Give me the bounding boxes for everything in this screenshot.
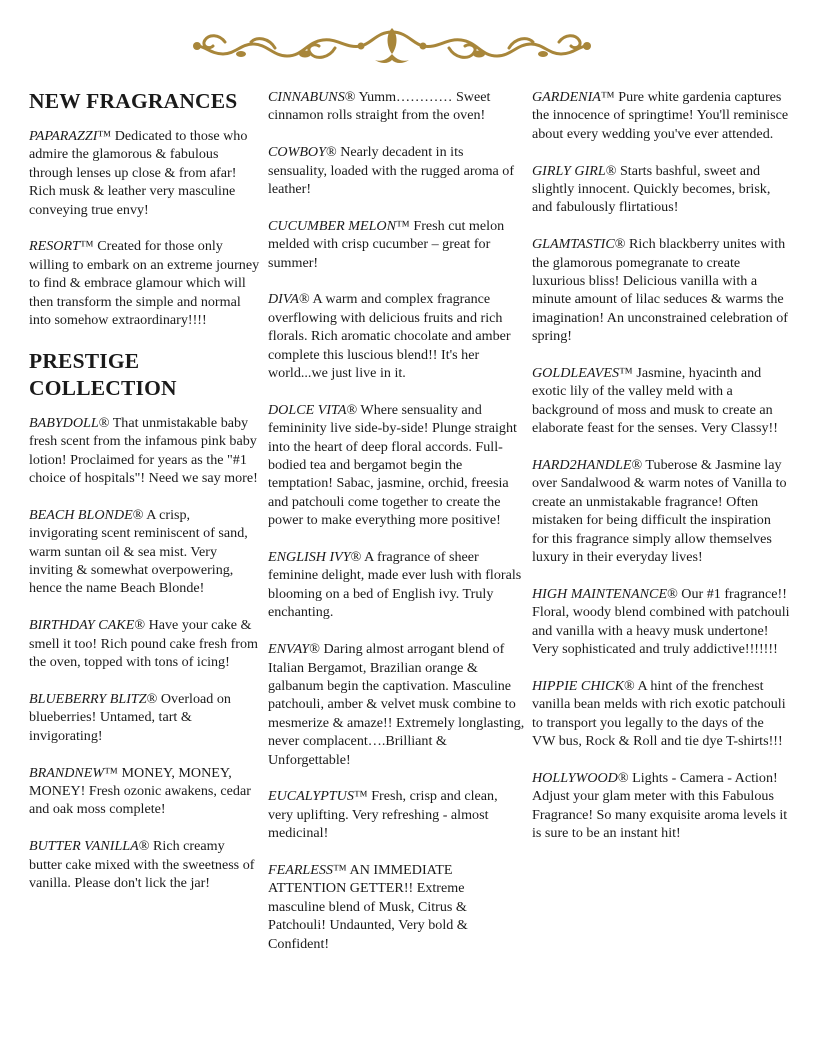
- fragrance-entry: [29, 616, 261, 671]
- trademark-mark: ®: [299, 291, 310, 308]
- fragrance-entry: [268, 548, 525, 622]
- fragrance-entry: [268, 143, 525, 198]
- fragrance-name: HIPPIE CHICK: [532, 677, 624, 694]
- fragrance-name: BEACH BLONDE: [29, 506, 133, 523]
- fragrance-entry: [29, 414, 261, 488]
- fragrance-description: Our #1 fragrance!! Floral, woody blend combined with patchouli and vanilla with a heavy musk undertone! Very sophisticated and truly addictive!!!!!!!: [532, 585, 790, 658]
- fragrance-name: BABYDOLL: [29, 414, 99, 431]
- fragrance-entry: [532, 456, 790, 566]
- fragrance-description: Overload on blueberries! Untamed, tart & invigorating!: [29, 690, 231, 744]
- fragrance-description: That unmistakable baby fresh scent from the infamous pink baby lotion! Proclaimed for years as the "#1 choice of hospitals"! Need we say more!: [29, 414, 258, 487]
- trademark-mark: ®: [667, 585, 678, 602]
- fragrance-entry: [268, 861, 525, 953]
- fragrance-description: A warm and complex fragrance overflowing with delicious fruits and rich florals. Rich aromatic chocolate and amber complete this luscious blend!! It's her world...we just live in it.: [268, 291, 511, 382]
- fragrance-name: PAPARAZZI: [29, 128, 98, 144]
- trademark-mark: ®: [134, 617, 146, 634]
- fragrance-description: Daring almost arrogant blend of Italian Bergamot, Brazilian orange & galbanum begin the captivation. Masculine patchouli, amber & velvet musk combine to mesmerize & amaze!! Extremely longlasting, never complacent….Brilliant & Unforgettable!: [268, 641, 525, 768]
- trademark-mark: ®: [617, 769, 629, 786]
- fragrance-name: HIGH MAINTENANCE: [532, 585, 668, 602]
- fragrance-name: FEARLESS: [268, 861, 333, 878]
- trademark-mark: ™: [353, 788, 368, 805]
- trademark-mark: ®: [346, 401, 358, 418]
- section-heading: PRESTIGE COLLECTION: [29, 348, 177, 400]
- trademark-mark: ®: [344, 89, 356, 105]
- fragrance-description: Starts bashful, sweet and slightly innocent. Quickly becomes, brisk, and fabulously flirtatious!: [532, 162, 771, 216]
- trademark-mark: ®: [614, 236, 626, 253]
- trademark-mark: ™: [396, 217, 410, 234]
- trademark-mark: ®: [631, 457, 643, 474]
- fragrance-name: BIRTHDAY CAKE: [29, 617, 135, 634]
- fragrance-entry: [532, 235, 790, 345]
- trademark-mark: ™: [332, 861, 347, 878]
- fragrance-name: HARD2HANDLE: [532, 457, 632, 474]
- fragrance-description: Have your cake & smell it too! Rich pound cake fresh from the oven, topped with tons of icing!: [29, 617, 258, 671]
- fragrance-description: Rich creamy butter cake mixed with the sweetness of vanilla. Please don't lick the jar!: [29, 838, 255, 891]
- fragrance-entry: [268, 640, 525, 769]
- fragrance-description: A crisp, invigorating scent reminiscent of sand, warm suntan oil & sea mist. Very inviting & somewhat overpowering, hence the name Beach Blonde!: [29, 506, 248, 597]
- fragrance-description: Rich blackberry unites with the glamorous pomegranate to create luxurious bliss! Delicious vanilla with a minute amount of lilac seduces & warms the imagination! An unconstrained celebration of spring!: [532, 236, 788, 345]
- fragrance-description: Nearly decadent in its sensuality, loaded with the rugged aroma of leather!: [268, 144, 515, 198]
- fragrance-entry: [532, 88, 790, 143]
- fragrance-name: DIVA: [268, 291, 300, 308]
- trademark-mark: ®: [132, 506, 144, 523]
- fragrance-entry: [29, 837, 261, 892]
- trademark-mark: ®: [146, 690, 158, 707]
- trademark-mark: ™: [104, 764, 118, 781]
- fragrance-description: Fresh cut melon melded with crisp cucumber – great for summer!: [268, 217, 505, 271]
- fragrance-description: Pure white gardenia captures the innocence of springtime! You'll reminisce about every wedding you've ever attended.: [532, 89, 789, 142]
- fragrance-description: Dedicated to those who admire the glamorous & fabulous through lenses up close & from afar! Rich musk & leather very masculine conveying true envy!: [29, 128, 248, 218]
- fragrance-description: Fresh, crisp and clean, very uplifting. Very refreshing - almost medicinal!: [268, 788, 498, 842]
- fragrance-entry: [532, 769, 790, 843]
- column-left: [29, 88, 261, 911]
- fragrance-entry: [532, 162, 790, 217]
- fragrance-name: DOLCE VITA: [268, 401, 347, 418]
- fragrance-entry: [29, 506, 261, 598]
- trademark-mark: ®: [624, 677, 635, 694]
- fragrance-entry: [29, 127, 261, 219]
- fragrance-name: ENGLISH IVY: [268, 549, 351, 566]
- fragrance-name: HOLLYWOOD: [532, 769, 618, 786]
- trademark-mark: ™: [97, 128, 112, 144]
- fragrance-entry: [532, 364, 790, 438]
- fragrance-entry: [268, 88, 525, 125]
- gold-scroll-ornament-icon: [185, 24, 599, 70]
- fragrance-description: Tuberose & Jasmine lay over Sandalwood & warm notes of Vanilla to create an unmistakable fragrance! Often mistaken for being difficult the inspiration for this fragrance simply allow themselves luxury in their everyday lives!: [532, 457, 787, 566]
- fragrance-description: Where sensuality and femininity live side-by-side! Plunge straight into the heart of deep floral accords. Full-bodied tea and bergamot begin the temptation! Sabac, jasmine, orchid, freesia and patchouli come together to create the power to make everything more positive!: [268, 401, 517, 529]
- fragrance-entry: [532, 677, 790, 751]
- trademark-mark: ®: [605, 162, 617, 179]
- fragrance-description: Yumm………… Sweet cinnamon rolls straight from the oven!: [268, 89, 491, 124]
- section-heading: NEW FRAGRANCES: [29, 89, 238, 113]
- fragrance-entry: [268, 787, 525, 842]
- fragrance-entry: [268, 217, 525, 272]
- fragrance-description: AN IMMEDIATE ATTENTION GETTER!! Extreme masculine blend of Musk, Citrus & Patchouli! Undaunted, Very bold & Confident!: [268, 861, 468, 952]
- fragrance-name: GOLDLEAVES: [532, 365, 619, 382]
- trademark-mark: ®: [98, 414, 110, 431]
- fragrance-entry: [29, 690, 261, 745]
- fragrance-description: A fragrance of sheer feminine delight, made ever lush with florals blooming on a bed of English ivy. Truly enchanting.: [268, 549, 522, 621]
- trademark-mark: ®: [350, 549, 362, 566]
- fragrance-name: GIRLY GIRL: [532, 162, 606, 179]
- fragrance-name: COWBOY: [268, 144, 326, 161]
- fragrance-name: GARDENIA: [532, 89, 601, 105]
- trademark-mark: ™: [619, 365, 633, 382]
- trademark-mark: ®: [309, 641, 320, 658]
- fragrance-name: BRANDNEW: [29, 764, 105, 781]
- trademark-mark: ™: [600, 89, 615, 105]
- fragrance-description: Lights - Camera - Action! Adjust your glam meter with this Fabulous Fragrance! So many exquisite aroma levels it is sure to be an instant hit!: [532, 769, 788, 842]
- trademark-mark: ™: [79, 238, 94, 255]
- fragrance-name: ENVAY: [268, 641, 310, 658]
- trademark-mark: ®: [138, 838, 150, 855]
- trademark-mark: ®: [325, 144, 337, 161]
- fragrance-entry: [268, 290, 525, 382]
- fragrance-entry: [268, 401, 525, 530]
- column-right: [532, 88, 790, 861]
- fragrance-description: Jasmine, hyacinth and exotic lily of the valley meld with a background of moss and musk to create an elaborate feast for the senses. Very Classy!!: [532, 365, 778, 437]
- fragrance-entry: [29, 764, 261, 819]
- fragrance-name: EUCALYPTUS: [268, 788, 354, 805]
- column-middle: [268, 88, 525, 971]
- fragrance-name: RESORT: [29, 238, 80, 255]
- fragrance-description: Created for those only willing to embark on an extreme journey to find & embrace glamour which will then transform the simple and normal into somehow extraordinary!!!!: [29, 238, 260, 329]
- fragrance-description: MONEY, MONEY, MONEY! Fresh ozonic awakens, cedar and oak moss complete!: [29, 764, 251, 818]
- fragrance-name: GLAMTASTIC: [532, 236, 615, 253]
- fragrance-name: BUTTER VANILLA: [29, 838, 139, 855]
- fragrance-description: A hint of the frenchest vanilla bean melds with rich exotic patchouli to transport you legally to the days of the VW bus, Rock & Roll and tie dye T-shirts!!!: [532, 677, 786, 750]
- fragrance-name: CINNABUNS: [268, 89, 345, 105]
- fragrance-name: CUCUMBER MELON: [268, 217, 397, 234]
- fragrance-entry: [29, 237, 261, 329]
- fragrance-name: BLUEBERRY BLITZ: [29, 690, 147, 707]
- fragrance-entry: [532, 585, 790, 659]
